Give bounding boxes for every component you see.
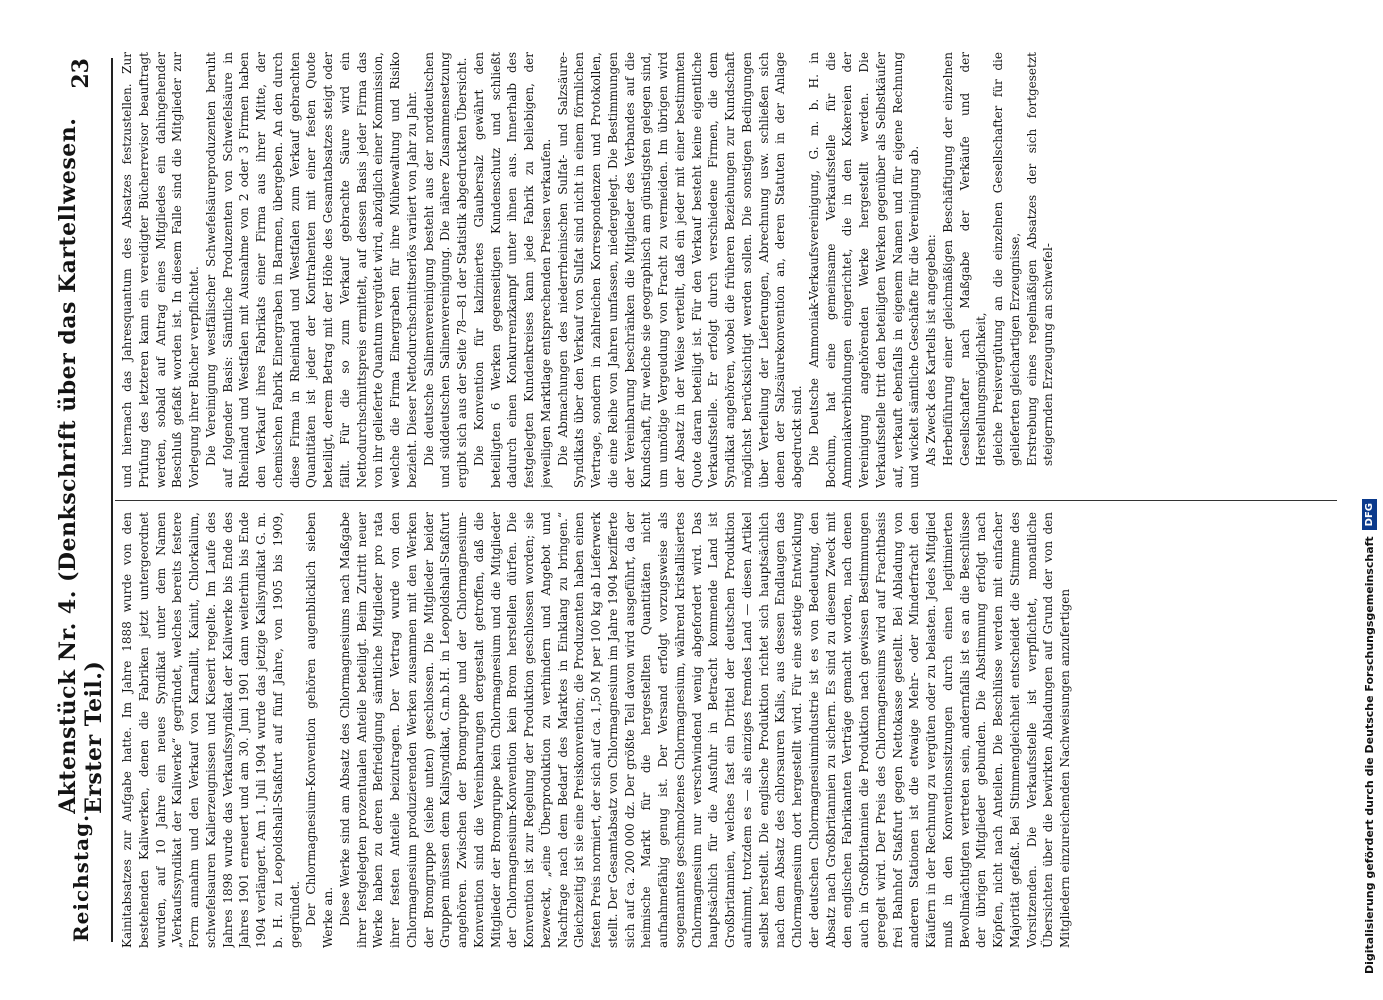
paragraph: Der Chlormagnesium-Konvention gehören augenblicklich sieben Werke an. [304, 512, 335, 948]
right-column [119, 52, 1337, 488]
header-rule [111, 58, 113, 942]
list-item: Erstrebung eines regelmäßigen Absatzes der sich fortgesetzt steigernden Erzeugung an schwefel- [1024, 52, 1056, 466]
paragraph: und hiernach das Jahresquantum des Absatzes festzustellen. Zur Prüfung des letzteren kann ein vereidigter Bücherrevisor beauftragt werden, sobald auf Antrag eines Mitgliedes ein dahingehender Beschluß gefaßt worden ist. In diesem Falle sind die Mitglieder zur Vorlegung ihrer Bücher verpflichtet. [120, 52, 201, 488]
header-title: Aktenstück Nr. 4. (Denkschrift über das Kartellwesen. Erster Teil.) [55, 117, 107, 814]
paragraph: Die deutsche Salinenvereinigung besteht aus der norddeutschen und süddeutschen Salinenvereinigung. Die nähere Zusammensetzung ergibt sich aus der Seite 78—81 der Statistik abgedruckten Übersicht. [421, 52, 469, 488]
page-number: 23 [68, 58, 94, 89]
paragraph: Die Deutsche Ammoniak-Verkaufsvereinigung, G. m. b. H. in Bochum, hat eine gemeinsame Verkaufsstelle für die Ammoniakverbindungen eingerichtet, die in den Kokereien der Vereinigung angehörenden Werke hergestellt werden. Die Verkaufsstelle tritt den beteiligten Werken gegenüber als Selbstkäufer auf, verkauft ebenfalls in eigenem Namen und für eigene Rechnung und wickelt sämtliche Geschäfte für die Vereinigung ab. [806, 52, 922, 488]
paragraph: Diese Werke sind am Absatz des Chlormagnesiums nach Maßgabe ihrer festgelegten prozentualen Anteile beteiligt. Beim Zutritt neuer Werke haben zu deren Befriedigung sämtliche Mitglieder pro rata ihrer festen Anteile beizutragen. Der Vertrag wurde von den Chlormagnesium produzierenden Werken zusammen mit den Werken der Bromgruppe (siehe unten) geschlossen. Die Mitglieder beider Gruppen müssen dem Kalisyndikat, G.m.b.H. in Leopoldshall-Staßfurt angehören. Zwischen der Bromgruppe und der Chlormagnesium-Konvention sind die Vereinbarungen dergestalt getroffen, daß die Mitglieder der Bromgruppe kein Chlormagnesium und die Mitglieder der Chlormagnesium-Konvention kein Brom herstellen dürfen. Die Konvention ist zur Regelung der Produktion geschlossen worden; sie bezweckt, „eine Überproduktion zu verhindern und Angebot und Nachfrage nach dem Bedarf des Marktes in Einklang zu bringen.“ Gleichzeitig ist sie eine Preiskonvention; die Produzenten haben einen festen Preis normiert, der sich auf ca. 1,50 M per 100 kg ab Lieferwerk stellt. Der Gesamtabsatz von Chlormagnesium im Jahre 1904 bezifferte sich auf ca. 200 000 dz. Der größte Teil davon wird ausgeführt, da der heimische Markt für die hergestellten Quantitäten nicht aufnahmefähig genug ist. Der Versand erfolgt vorzugsweise als sogenanntes geschmolzenes Chlormagnesium, während kristallisiertes Chlormagnesium nur verschwindend wenig abgefordert wird. Das hauptsächlich für die Ausfuhr in Betracht kommende Land ist Großbritannien, welches fast ein Drittel der deutschen Produktion aufnimmt, trotzdem es — als einziges fremdes Land — diesen Artikel selbst herstellt. Die englische Produktion richtet sich hauptsächlich nach dem Absatz des chlorsauren Kalis, aus dessen Endlaugen das Chlormagnesium dort hergestellt wird. Für eine stetige Entwicklung der deutschen Chlormagnesiumindustrie ist es von Bedeutung, den Absatz nach Großbritannien zu sichern. Es sind zu diesem Zweck mit den englischen Fabrikanten Verträge gemacht worden, nach denen auch in Großbritannien die Produktion nach gewissen Bestimmungen geregelt wird. Der Preis des Chlormagnesiums wird auf Frachtbasis frei Bahnhof Staßfurt gegen Nettokasse gestellt. Bei Abladung von anderen Stationen ist die etwaige Mehr- oder Minderfracht den Käufern in der Rechnung zu vergüten oder zu belasten. Jedes Mitglied muß in den Konventionssitzungen durch einen legitimierten Bevollmächtigten vertreten sein, andernfalls ist es an die Beschlüsse der übrigen Mitglieder gebunden. Die Abstimmung erfolgt nach Köpfen, nicht nach Anteilen. Die Beschlüsse werden mit einfacher Majorität gefaßt. Bei Stimmengleichheit entscheidet die Stimme des Vorsitzenden. Die Verkaufsstelle ist verpflichtet, monatliche Übersichten über die bewirkten Abladungen auf Grund der von den Mitgliedern einzureichenden Nachweisungen anzufertigen [337, 512, 1072, 948]
left-column [119, 512, 1337, 948]
paragraph: Die Konvention für kalziniertes Glaubersalz gewährt den beteiligten 6 Werken gegenseitigen Kundenschutz und schließt dadurch einen Konkurrenzkampf unter ihnen aus. Innerhalb des festgelegten Kundenkreises kann jede Fabrik zu beliebigen, der jeweiligen Marktlage entsprechenden Preisen verkaufen. [471, 52, 553, 488]
credit-text: Digitalisierung gefördert durch die Deutsche Forschungsgemeinschaft [1363, 536, 1376, 974]
paragraph: Als Zweck des Kartells ist angegeben: [924, 234, 938, 466]
paragraph: Die Abmachungen des niederrheinischen Sulfat- und Salzsäure-Syndikats über den Verkauf von Sulfat sind nicht in einem förmlichen Vertrage, sondern in zahlreichen Korrespondenzen und Protokollen, die eine Reihe von Jahren umfassen, niedergelegt. Die Bestimmungen der Vereinbarung beschränken die Mitglieder des Verbandes auf die Kundschaft, für welche sie geographisch am günstigsten gelegen sind, um unnötige Vergeudung von Fracht zu vermeiden. Im übrigen wird der Absatz in der Weise verteilt, daß ein jeder mit einer bestimmten Quote daran beteiligt ist. Für den Verkauf besteht keine eigentliche Verkaufsstelle. Er erfolgt durch verschiedene Firmen, die dem Syndikat angehören, wobei die früheren Beziehungen zur Kundschaft möglichst berücksichtigt werden sollen. Die sonstigen Bedingungen über Verteilung der Lieferungen, Abrechnung usw. schließen sich denen der Salzsäurekonvention an, deren Statuten in der Anlage abgedruckt sind. [555, 52, 804, 488]
purpose-list [940, 52, 1057, 488]
document-page [55, 40, 1345, 960]
page-header [55, 58, 107, 942]
digitization-credit [1362, 499, 1377, 974]
list-item: gleiche Preisvergütung an die einzelnen Gesellschafter für die gelieferten gleichartigen Erzeugnisse, [991, 52, 1022, 466]
paragraph: Die Vereinigung westfälischer Schwefelsäureproduzenten beruht auf folgender Basis: Sämtliche Produzenten von Schwefelsäure in Rheinland und Westfalen mit Ausnahme von 2 oder 3 Firmen haben den Verkauf ihres Fabrikats einer Firma aus ihrer Mitte, der chemischen Fabrik Einergraben in Barmen, übergeben. An den durch diese Firma in Rheinland und Westfalen zum Verkauf gebrachten Quantitäten ist jeder der Kontrahenten mit einer festen Quote beteiligt, derem Betrag mit der Höhe des Gesamtabsatzes steigt oder fällt. Für die so zum Verkauf gebrachte Säure wird ein Nettodurchschnittspreis ermittelt, auf dessen Basis jeder Firma das von ihr gelieferte Quantum vergütet wird, abzüglich einer Kommission, welche die Firma Einergraben für ihre Mühewaltung und Risiko bezieht. Dieser Nettodurchschnittserlös variiert von Jahr zu Jahr. [203, 52, 419, 488]
dfg-logo: DFG [1362, 499, 1377, 530]
column-separator [115, 500, 1337, 501]
paragraph: Kainitabsatzes zur Aufgabe hatte. Im Jahre 1888 wurde von den bestehenden Kaliwerken, denen die Fabriken jetzt untergeordnet wurden, auf 10 Jahre ein neues Syndikat unter dem Namen „Verkaufssyndikat der Kaliwerke“ gegründet, welches bereits festere Form annahm und den Verkauf von Karnallit, Kainit, Chlorkalium, schwefelsauren Kalierzeugnissen und Kieserit regelte. Im Laufe des Jahres 1898 wurde das Verkaufssyndikat der Kaliwerke bis Ende des Jahres 1901 erneuert und am 30. Juni 1901 dann weiterhin bis Ende 1904 verlängert. Am 1. Juli 1904 wurde das jetzige Kalisyndikat G. m. b. H. zu Leopoldshall-Staßfurt auf fünf Jahre, von 1905 bis 1909, gegründet. [120, 512, 302, 948]
list-item: Herbeiführung einer gleichmäßigen Beschäftigung der einzelnen Gesellschafter nach Maßgabe der Verkäufe und der Herstellungsmöglichkeit, [940, 52, 989, 466]
header-left: Reichstag. [69, 813, 93, 942]
